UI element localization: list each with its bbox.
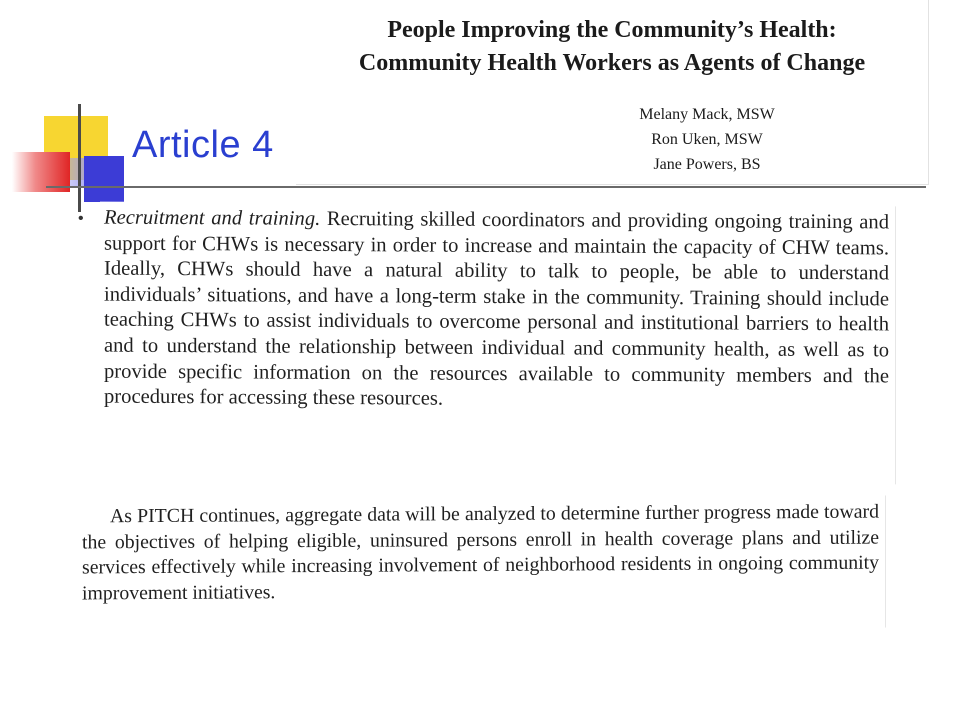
- excerpt-recruitment-training: [100, 202, 896, 485]
- excerpt-body: Recruiting skilled coordinators and providing ongoing training and support for CHWs is necessary in order to increase and maintain the capacity of CHW teams. Ideally, CHWs should have a natural ability to talk to people, be able to understand individuals’ situations, and have a long-term stake in the community. Training should include teaching CHWs to assist individuals to overcome personal and institutional barriers to health and to understand the relationship between individual and community health, as well as to provide specific information on the resources available to community members and the procedures for accessing these resources.: [104, 207, 889, 410]
- paper-header-image: [296, 0, 929, 185]
- decorative-vertical-line: [78, 104, 81, 212]
- author-1: Melany Mack, MSW: [639, 106, 775, 123]
- title-divider-line: [46, 186, 926, 188]
- excerpt-conclusion: [78, 496, 886, 633]
- excerpt-lead-heading: Recruitment and training.: [104, 206, 327, 230]
- bullet-point: •: [78, 210, 84, 227]
- paper-title-line-2: Community Health Workers as Agents of Change: [358, 50, 866, 76]
- slide-title: Article 4: [132, 124, 274, 166]
- author-2: Ron Uken, MSW: [651, 131, 763, 148]
- paper-title: [296, 14, 928, 80]
- author-3: Jane Powers, BS: [653, 156, 761, 173]
- paper-title-line-1: People Improving the Community’s Health:: [387, 17, 837, 43]
- decorative-blue-square: [84, 156, 124, 202]
- paper-authors: [296, 102, 928, 177]
- excerpt-conclusion-body: As PITCH continues, aggregate data will be analyzed to determine further progress made toward the objectives of helping eligible, uninsured persons enroll in health coverage plans and utilize services effectively while increasing involvement of neighborhood residents in ongoing community improvement initiatives.: [82, 500, 879, 604]
